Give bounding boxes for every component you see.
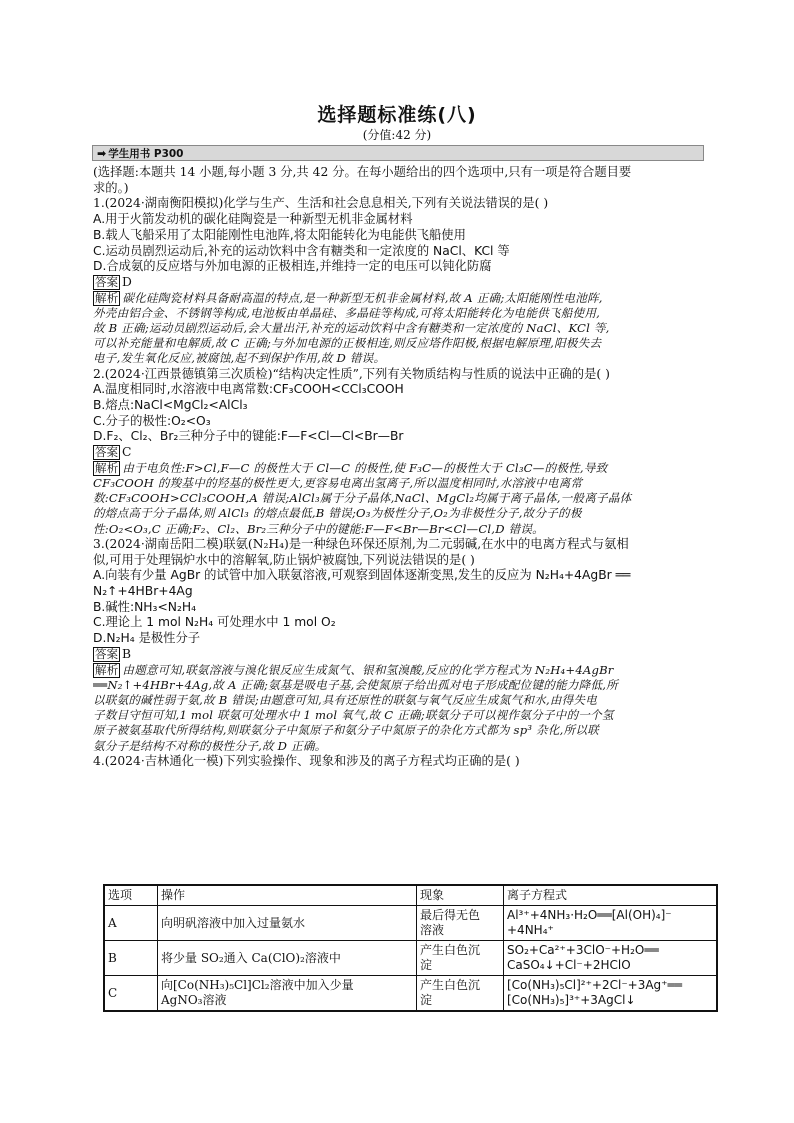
table-cell-equation [504,976,718,1012]
q2-explain-line: 由于电负性:F>Cl,F—C 的极性大于 Cl—C 的极性,使 F₃C—的极性大于 Cl₃C—的极性,导致 [122,460,608,475]
q2-explain-line: 的熔点高于分子晶体,则 AlCl₃ 的熔点最低,B 错误;O₃为极性分子,O₂为非极性分子,故分子的极 [93,506,582,521]
q1-option-d: D.合成氨的反应塔与外加电源的正极相连,并维持一定的电压可以钝化防腐 [93,259,492,274]
cell-line: CaSO₄↓+Cl⁻+2HClO [507,958,631,972]
explain-label: 解析 [95,460,119,475]
table-cell-phenomenon [417,906,504,941]
q3-explain-line: 子数目守恒可知,1 mol 联氨可处理水中 1 mol 氧气,故 C 正确;联氨分子可以视作氨分子中的一个氢 [93,708,614,723]
table-cell-option: C [104,976,158,1012]
cell-line: [Co(NH₃)₅Cl]²⁺+2Cl⁻+3Ag⁺══ [507,978,682,992]
table-cell-option: A [104,906,158,941]
q2-explain-line: 数:CF₃COOH>CCl₃COOH,A 错误;AlCl₃属于分子晶体,NaCl、MgCl₂均属于离子晶体,一般离子晶体 [93,491,632,506]
q1-explanation [93,291,705,367]
score-subtitle: (分值:42 分) [362,128,432,142]
q2-explain-line: 性:O₂<O₃,C 正确;F₂、Cl₂、Br₂三种分子中的键能:F—F<Br—Br<Cl—Cl,D 错误。 [93,521,544,536]
cell-line: 将少量 SO₂通入 Ca(ClO)₂溶液中 [161,950,341,965]
q4-stem: 4.(2024·吉林通化一模)下列实验操作、现象和涉及的离子方程式均正确的是( ) [93,753,520,768]
q2-option-d: D.F₂、Cl₂、Br₂三种分子中的键能:F—F<Cl—Cl<Br—Br [93,429,404,444]
q1-option-c: C.运动员剧烈运动后,补充的运动饮料中含有糖类和一定浓度的 NaCl、KCl 等 [93,243,510,258]
q3-option-c: C.理论上 1 mol N₂H₄ 可处理水中 1 mol O₂ [93,615,336,630]
q3-explain-line: 由题意可知,联氨溶液与溴化银反应生成氮气、银和氢溴酸,反应的化学方程式为 N₂H₄+4AgBr [122,662,614,677]
question-content [93,165,705,769]
answer-label: 答案 [95,445,118,460]
q3-stem: 似,可用于处理锅炉水中的溶解氧,防止锅炉被腐蚀,下列说法错误的是( ) [93,552,475,567]
table-cell-phenomenon [417,976,504,1012]
cell-line: 产生白色沉 [420,943,481,957]
answer-label: 答案 [95,274,118,289]
table-header: 离子方程式 [504,885,718,906]
q1-answer [93,275,705,291]
cell-line: AgNO₃溶液 [161,993,227,1007]
q3-option-b: B.碱性:NH₃<N₂H₄ [93,599,197,614]
q2-option-c: C.分子的极性:O₂<O₃ [93,413,211,428]
table-cell-option: B [104,941,158,976]
cell-line: 溶液 [420,923,445,937]
intro-line: (选择题:本题共 14 小题,每小题 3 分,共 42 分。在每小题给出的四个选项中,只有一项是符合题目要 [93,165,632,179]
table-cell-equation [504,941,718,976]
table-cell-operation [158,906,417,941]
q3-option-a: A.向装有少量 AgBr 的试管中加入联氨溶液,可观察到固体逐渐变黑,发生的反应为 N₂H₄+4AgBr ══ [93,568,631,583]
table-header: 选项 [104,885,158,906]
table-row [104,941,717,976]
table-row [104,906,717,941]
cell-line: 产生白色沉 [420,978,481,992]
cell-line: Al³⁺+4NH₃·H₂O══[Al(OH)₄]⁻ [507,908,672,922]
cell-line: 淀 [420,958,433,972]
q1-explain-line: 故 B 正确;运动员剧烈运动后,会大量出汗,补充的运动饮料中含有糖类和一定浓度的 NaCl、KCl 等, [93,321,610,336]
q2-option-b: B.熔点:NaCl<MgCl₂<AlCl₃ [93,398,248,413]
q3-explain-line: 原子被氨基取代所得结构,则联氨分子中氮原子和氨分子中氮原子的杂化方式都为 sp³ 杂化,所以联 [93,723,599,738]
q3-answer-value: B [122,646,132,661]
table-header: 现象 [417,885,504,906]
cell-line: +4NH₄⁺ [507,923,554,937]
q1-option-b: B.载人飞船采用了太阳能刚性电池阵,将太阳能转化为电能供飞船使用 [93,227,466,242]
q2-option-a: A.温度相同时,水溶液中电离常数:CF₃COOH<CCl₃COOH [93,382,404,397]
table-header-row [104,885,717,906]
cell-line: 淀 [420,993,433,1007]
q3-explain-line: 氨分子是结构不对称的极性分子,故 D 正确。 [93,738,327,753]
cell-line: 向[Co(NH₃)₅Cl]Cl₂溶液中加入少量 [161,978,354,992]
arrow-icon: ➡ [97,147,107,160]
q1-explain-line: 可以补充能量和电解质,故 C 正确;与外加电源的正极相连,则反应塔作阳极,根据电解原理,阳极失去 [93,336,602,351]
intro-line: 求的。) [93,180,129,195]
q3-explain-line: ══N₂↑+4HBr+4Ag,故 A 正确;氨基是吸电子基,会使氮原子给出孤对电子形成配位键的能力降低,所 [93,677,618,692]
q1-answer-value: D [122,274,132,289]
answer-label: 答案 [95,646,118,661]
q2-answer [93,445,705,461]
cell-line: 向明矾溶液中加入过量氨水 [161,915,306,930]
table-cell-equation [504,906,718,941]
explain-label: 解析 [95,290,119,305]
q3-explain-line: 以联氨的碱性弱于氨,故 B 错误;由题意可知,具有还原性的联氨与氧气反应生成氮气和水,由得失电 [93,692,598,707]
page-title: 选择题标准练(八) [317,104,477,126]
q2-explanation [93,461,705,537]
q3-explanation [93,663,705,754]
table-cell-operation [158,976,417,1012]
explain-label: 解析 [95,662,119,677]
textbook-reference-bar [92,145,704,161]
q3-stem: 3.(2024·湖南岳阳二模)联氨(N₂H₄)是一种绿色环保还原剂,为二元弱碱,在水中的电离方程式与氨相 [93,536,629,551]
cell-line: 最后得无色 [420,908,481,922]
q4-table [103,884,718,1012]
q3-option-a-cont: N₂↑+4HBr+4Ag [93,583,193,598]
q3-option-d: D.N₂H₄ 是极性分子 [93,631,201,646]
q1-explain-line: 外壳由铝合金、不锈钢等构成,电池板由单晶硅、多晶硅等构成,可将太阳能转化为电能供飞船使用, [93,305,600,320]
table-row [104,976,717,1012]
q1-option-a: A.用于火箭发动机的碳化硅陶瓷是一种新型无机非金属材料 [93,212,413,227]
q3-answer [93,647,705,663]
table-cell-phenomenon [417,941,504,976]
q2-answer-value: C [122,445,132,460]
q1-stem: 1.(2024·湖南衡阳模拟)化学与生产、生活和社会息息相关,下列有关说法错误的是( ) [93,196,549,211]
q1-explain-line: 碳化硅陶瓷材料具备耐高温的特点,是一种新型无机非金属材料,故 A 正确;太阳能刚性电池阵, [122,290,603,305]
table-header: 操作 [158,885,417,906]
q2-stem: 2.(2024·江西景德镇第三次质检)“结构决定性质”,下列有关物质结构与性质的说法中正确的是( ) [93,366,610,381]
textbook-reference: 学生用书 P300 [108,148,184,160]
cell-line: [Co(NH₃)₅]³⁺+3AgCl↓ [507,993,636,1007]
q1-explain-line: 电子,发生氧化反应,被腐蚀,起不到保护作用,故 D 错误。 [93,351,386,366]
cell-line: SO₂+Ca²⁺+3ClO⁻+H₂O══ [507,943,659,957]
table-cell-operation [158,941,417,976]
q2-explain-line: CF₃COOH 的羧基中的羟基的极性更大,更容易电离出氢离子,所以温度相同时,水溶液中电离常 [93,476,583,491]
